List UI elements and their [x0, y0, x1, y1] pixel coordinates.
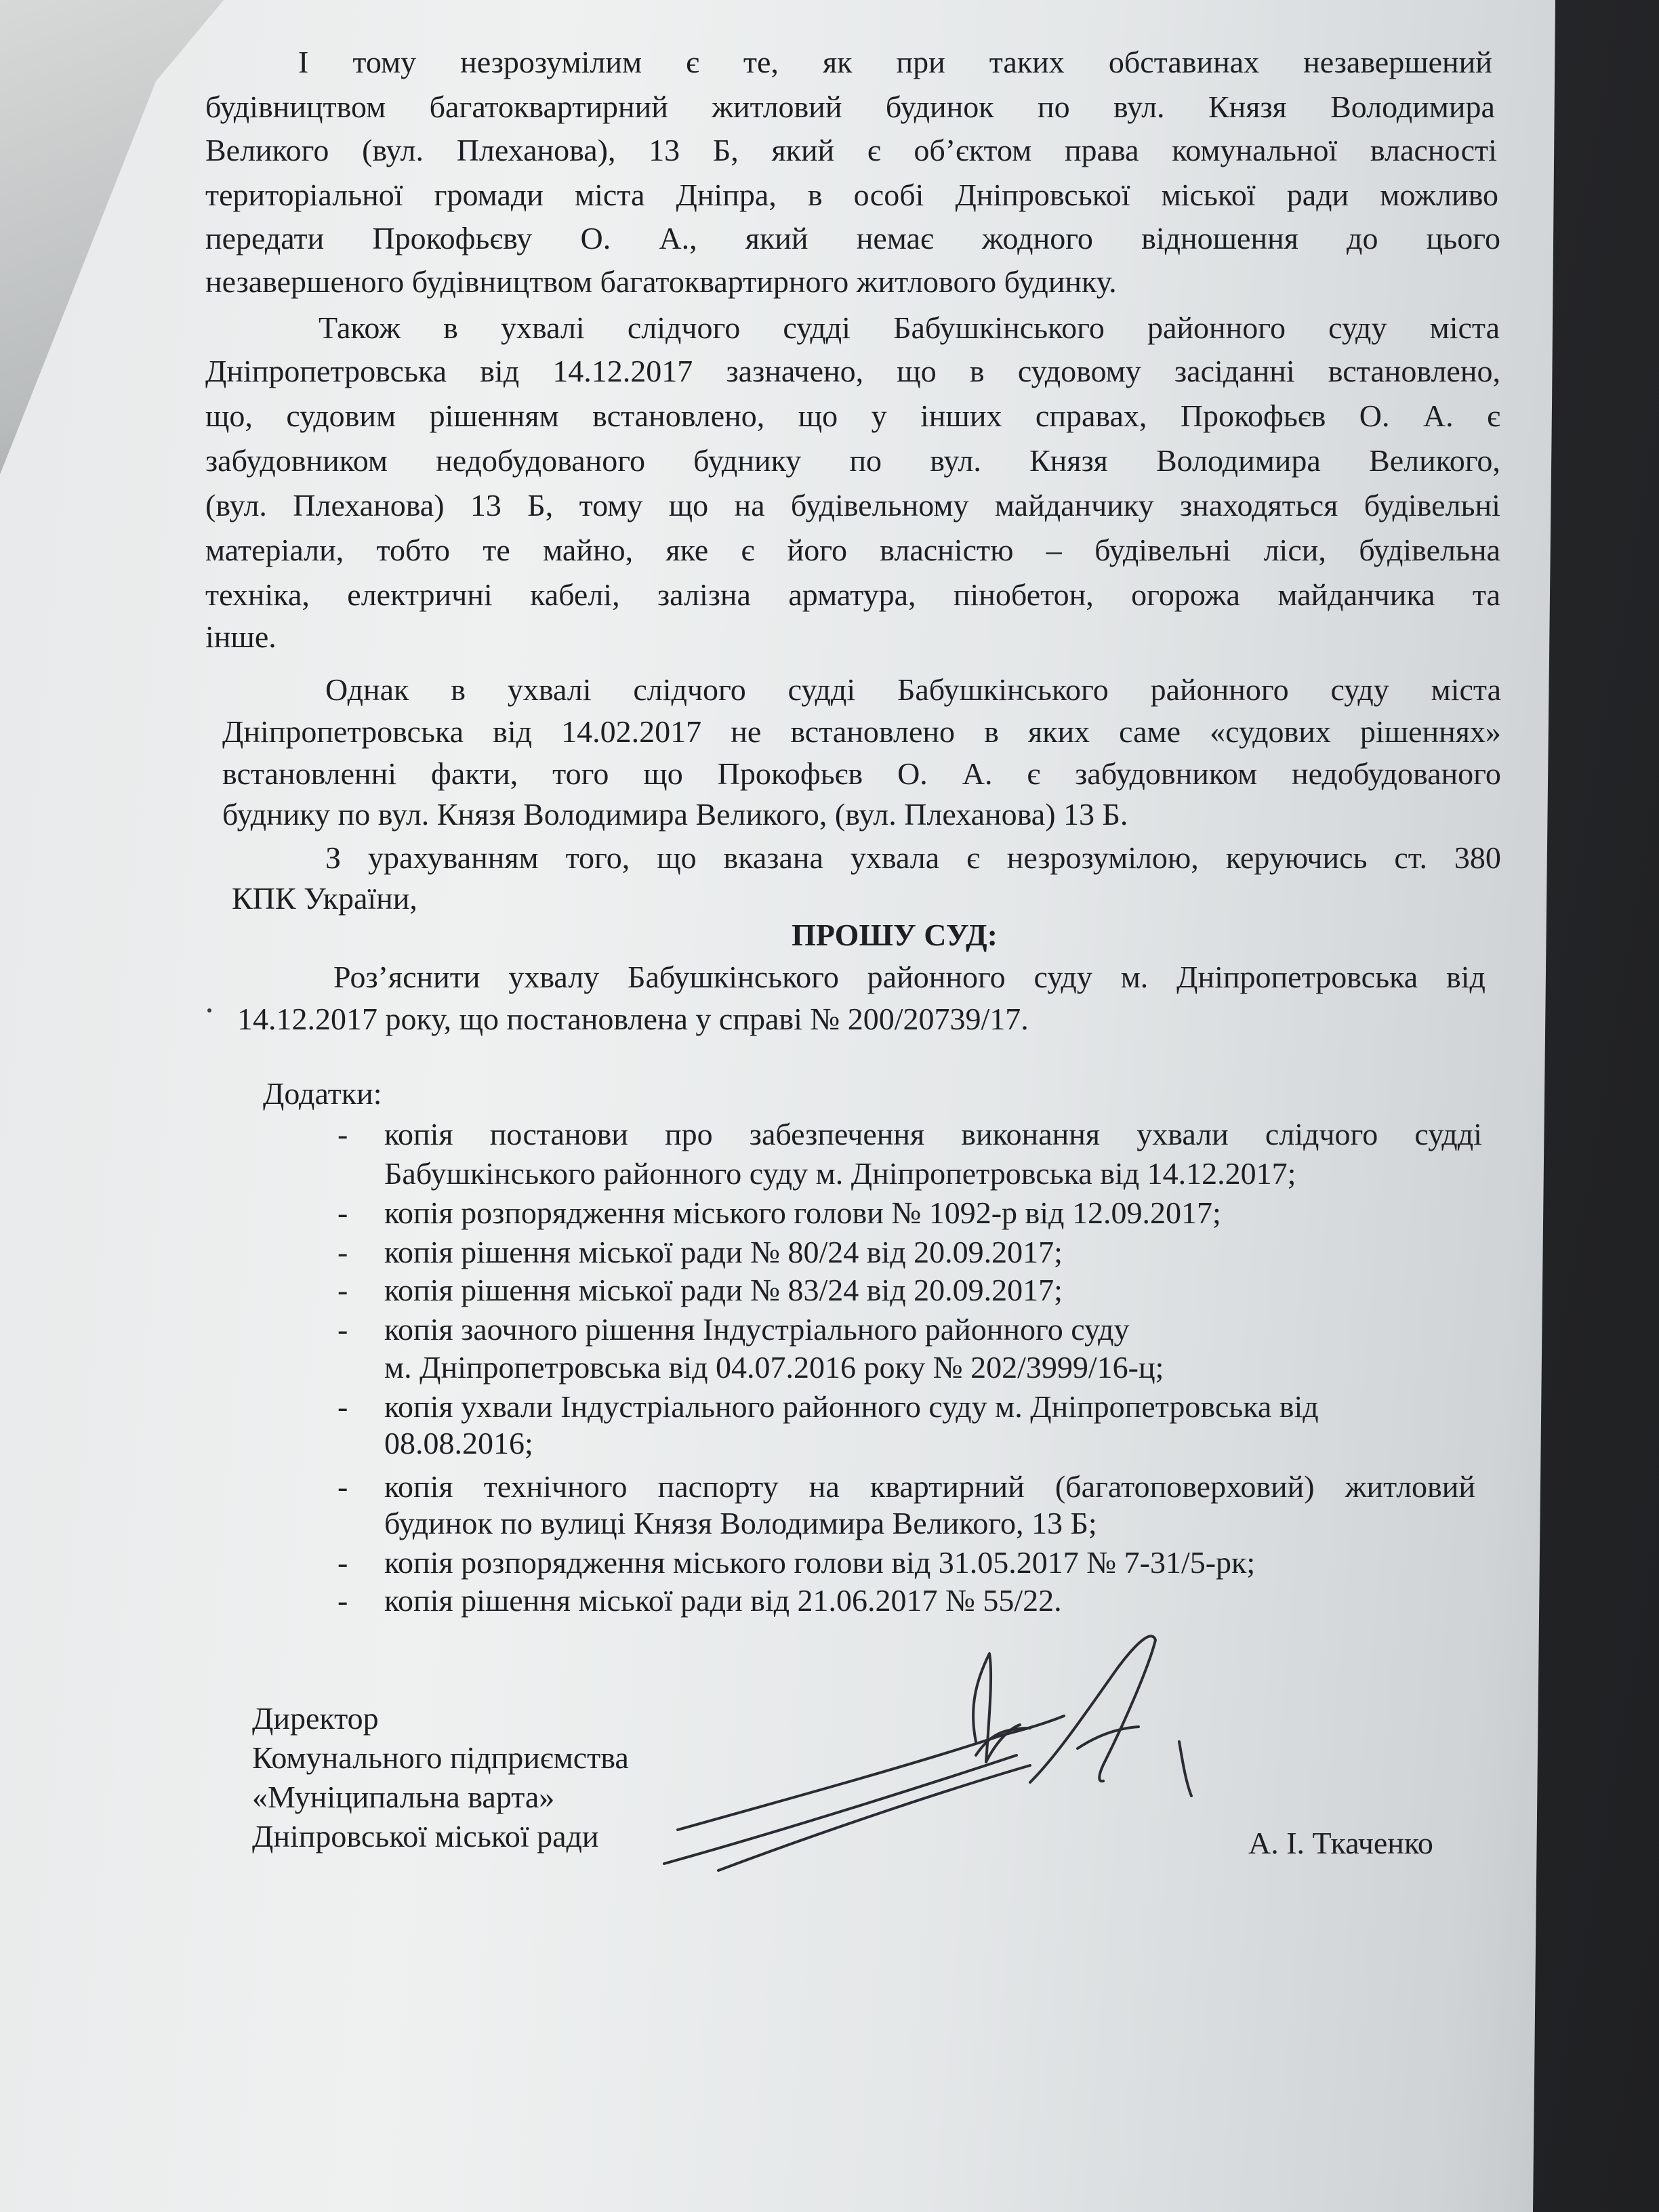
attachment-7-line-2: будинок по вулиці Князя Володимира Великого, 13 Б;	[384, 1506, 1097, 1540]
p2-line-5: (вул. Плеханова) 13 Б, тому що на будівельному майданчику знаходяться будівельні	[205, 488, 1500, 523]
attachment-5-line-1: копія заочного рішення Індустріального районного суду	[384, 1312, 1130, 1347]
p4-line-2: КПК України,	[232, 881, 417, 916]
p3-line-1: Однак в ухвалі слідчого судді Бабушкінського районного суду міста	[325, 672, 1501, 707]
p2-line-8: інше.	[205, 619, 276, 654]
attachment-4: копія рішення міської ради № 83/24 від 20.09.2017;	[384, 1273, 1063, 1307]
p1-line-6: незавершеного будівництвом багатоквартирного житлового будинку.	[205, 264, 1117, 299]
attachment-bullet: -	[337, 1469, 348, 1504]
p2-line-4: забудовником недобудованого буднику по вул. Князя Володимира Великого,	[205, 443, 1500, 478]
attachment-bullet: -	[337, 1583, 348, 1618]
signatory-position-4: Дніпровської міської ради	[252, 1819, 599, 1853]
attachment-bullet: -	[337, 1117, 348, 1151]
attachment-6-line-2: 08.08.2016;	[384, 1426, 533, 1460]
attachment-bullet: -	[337, 1273, 348, 1307]
request-heading: ПРОШУ СУД:	[792, 918, 998, 952]
attachment-7-line-1: копія технічного паспорту на квартирний (багатоповерховий) житловий	[384, 1469, 1475, 1504]
request-line-2: 14.12.2017 року, що постановлена у справі № 200/20739/17.	[237, 1002, 1029, 1036]
p1-line-3: Великого (вул. Плеханова), 13 Б, який є об’єктом права комунальної власності	[205, 133, 1497, 167]
signature	[651, 1626, 1261, 1925]
signatory-position-2: Комунального підприємства	[252, 1740, 629, 1775]
p2-line-3: що, судовим рішенням встановлено, що у інших справах, Прокофьєв О. А. є	[205, 398, 1500, 433]
p1-line-4: територіальної громади міста Дніпра, в особі Дніпровської міської ради можливо	[205, 178, 1498, 212]
attachment-9: копія рішення міської ради від 21.06.2017 № 55/22.	[384, 1583, 1062, 1618]
request-line-1: Роз’яснити ухвалу Бабушкінського районного суду м. Дніпропетровська від	[333, 960, 1486, 994]
stray-ink-dot	[207, 1008, 211, 1012]
p2-line-2: Дніпропетровська від 14.12.2017 зазначено, що в судовому засіданні встановлено,	[205, 354, 1500, 388]
signatory-position-1: Директор	[252, 1701, 379, 1736]
attachment-3: копія рішення міської ради № 80/24 від 20.09.2017;	[384, 1235, 1063, 1269]
signatory-position-3: «Муніципальна варта»	[252, 1780, 555, 1814]
p2-line-6: матеріали, тобто те майно, яке є його власністю – будівельні ліси, будівельна	[205, 533, 1500, 567]
signatory-name: А. І. Ткаченко	[1248, 1826, 1433, 1860]
p4-line-1: З урахуванням того, що вказана ухвала є незрозумілою, керуючись ст. 380	[325, 840, 1501, 875]
p1-line-5: передати Прокофьєву О. А., який немає жодного відношення до цього	[205, 221, 1500, 255]
attachment-bullet: -	[337, 1235, 348, 1269]
attachments-heading: Додатки:	[263, 1076, 382, 1111]
p2-line-1: Також в ухвалі слідчого судді Бабушкінського районного суду міста	[319, 310, 1500, 345]
p1-line-1: І тому незрозумілим є те, як при таких обставинах незавершений	[298, 45, 1492, 79]
p3-line-3: встановленні факти, того що Прокофьєв О. А. є забудовником недобудованого	[222, 756, 1501, 791]
attachment-bullet: -	[337, 1195, 348, 1230]
attachment-1-line-1: копія постанови про забезпечення виконання ухвали слідчого судді	[384, 1117, 1482, 1151]
attachment-8: копія розпорядження міського голови від 31.05.2017 № 7-31/5-рк;	[384, 1545, 1256, 1580]
attachment-5-line-2: м. Дніпропетровська від 04.07.2016 року № 202/3999/16-ц;	[384, 1350, 1164, 1385]
attachment-bullet: -	[337, 1312, 348, 1347]
attachment-bullet: -	[337, 1389, 348, 1424]
p1-line-2: будівництвом багатоквартирний житловий будинок по вул. Князя Володимира	[205, 89, 1495, 124]
p3-line-2: Дніпропетровська від 14.02.2017 не встановлено в яких саме «судових рішеннях»	[222, 714, 1501, 749]
p3-line-4: буднику по вул. Князя Володимира Великого, (вул. Плеханова) 13 Б.	[222, 797, 1128, 832]
attachment-6-line-1: копія ухвали Індустріального районного суду м. Дніпропетровська від	[384, 1389, 1319, 1424]
attachment-bullet: -	[337, 1545, 348, 1580]
attachment-2: копія розпорядження міського голови № 1092-р від 12.09.2017;	[384, 1195, 1221, 1230]
p2-line-7: техніка, електричні кабелі, залізна арматура, пінобетон, огорожа майданчика та	[205, 577, 1500, 612]
attachment-1-line-2: Бабушкінського районного суду м. Дніпропетровська від 14.12.2017;	[384, 1156, 1296, 1191]
